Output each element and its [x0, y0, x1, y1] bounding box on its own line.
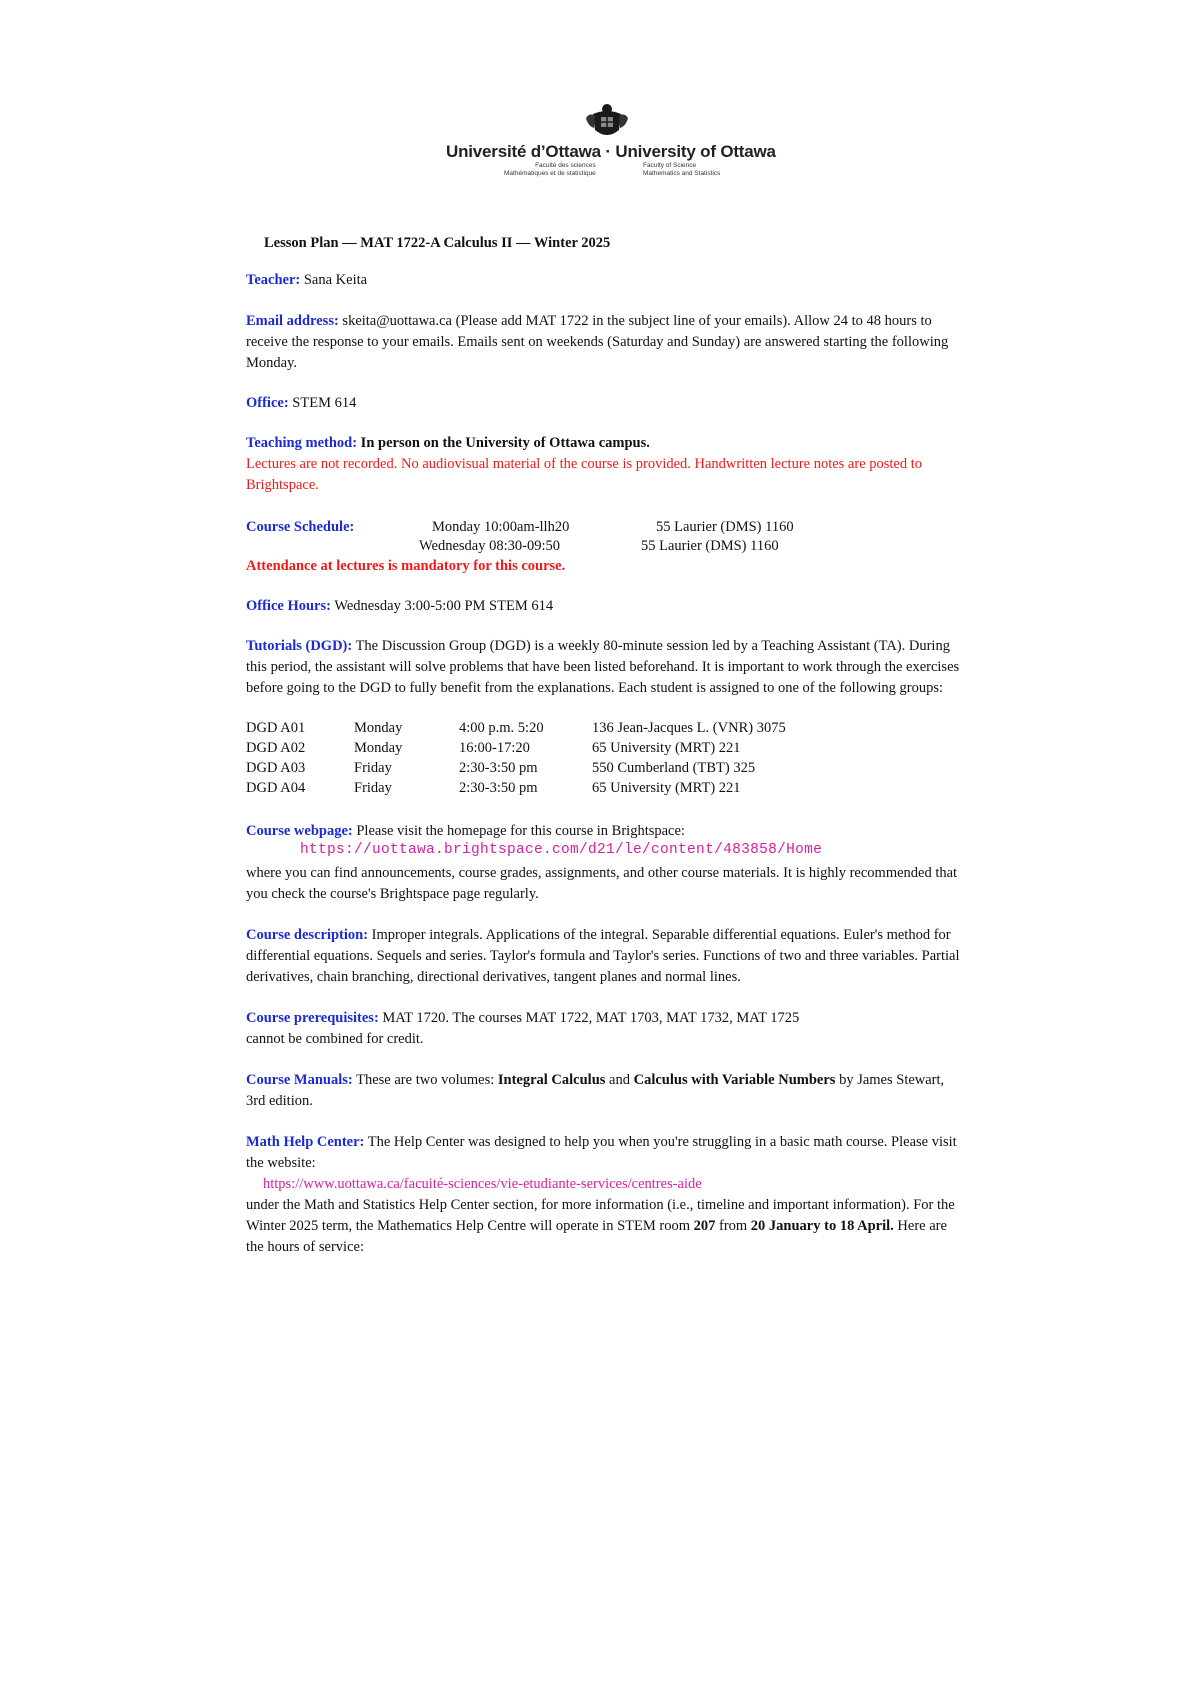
schedule-label: Course Schedule:	[246, 519, 355, 535]
office-section	[246, 393, 961, 414]
prerequisites-label: Course prerequisites:	[246, 1010, 379, 1026]
dgd-room: 136 Jean-Jacques L. (VNR) 3075	[592, 720, 786, 736]
dgd-day: Monday	[354, 720, 403, 736]
dgd-day: Friday	[354, 760, 392, 776]
description-section	[246, 925, 961, 988]
faculty-english	[643, 162, 720, 177]
prerequisites-line2: cannot be combined for credit.	[246, 1031, 424, 1047]
help-center-details	[246, 1195, 961, 1258]
webpage-after: where you can find announcements, course grades, assignments, and other course materials. It is highly recommended that you check the course's Brightspace page regularly.	[246, 865, 958, 902]
dgd-code: DGD A01	[246, 720, 306, 736]
faculty-french	[504, 162, 596, 177]
webpage-intro: Please visit the homepage for this course in Brightspace:	[356, 823, 685, 839]
schedule-row-1-time: Monday 10:00am-llh20	[432, 519, 570, 535]
attendance-notice: Attendance at lectures is mandatory for this course.	[246, 558, 566, 574]
dgd-row	[246, 778, 961, 799]
university-crest-icon	[584, 100, 630, 140]
teaching-method-section	[246, 433, 961, 496]
webpage-label: Course webpage:	[246, 823, 353, 839]
dgd-room: 550 Cumberland (TBT) 325	[592, 760, 756, 776]
help-center-label: Math Help Center:	[246, 1134, 365, 1150]
faculty-fr-line1: Faculté des sciences	[535, 162, 596, 169]
manual-book-2: Calculus with Variable Numbers	[633, 1072, 836, 1088]
schedule-row-1-room: 55 Laurier (DMS) 1160	[656, 519, 794, 535]
office-value: STEM 614	[292, 395, 357, 411]
university-logo	[446, 100, 776, 186]
help-center-link[interactable]: https://www.uottawa.ca/facuité-sciences/vie-etudiante-services/centres-aide	[263, 1176, 702, 1192]
dgd-time: 2:30-3:50 pm	[459, 760, 538, 776]
tutorials-label: Tutorials (DGD):	[246, 638, 353, 654]
faculty-en-line1: Faculty of Science	[643, 162, 697, 169]
manuals-and: and	[609, 1072, 630, 1088]
email-text: skeita@uottawa.ca (Please add MAT 1722 in the subject line of your emails). Allow 24 to 48 hours to receive the response to your emails. Emails sent on weekends (Saturday and Sunday) are answered starting the following Monday.	[246, 313, 949, 371]
prerequisites-line1: MAT 1720. The courses MAT 1722, MAT 1703, MAT 1732, MAT 1725	[382, 1010, 800, 1026]
description-text: Improper integrals. Applications of the integral. Separable differential equations. Euler's method for differential equations. Sequels and series. Taylor's formula and Taylor's series. Functions of two and three variables. Partial derivatives, chain branching, directional derivatives, tangent planes and normal lines.	[246, 927, 960, 985]
webpage-section	[246, 821, 961, 842]
manuals-pre: These are two volumes:	[356, 1072, 495, 1088]
help-center-intro: The Help Center was designed to help you when you're struggling in a basic math course. Please visit the website:	[246, 1134, 957, 1171]
university-name: Université d’Ottawa · University of Ottawa	[446, 142, 776, 161]
help-center-dates: 20 January to 18 April.	[750, 1218, 894, 1234]
office-hours-section	[246, 596, 961, 617]
faculty-fr-line2: Mathématiques et de statistique	[504, 169, 596, 177]
manuals-post: by James Stewart, 3rd edition.	[246, 1072, 945, 1109]
email-section	[246, 311, 961, 374]
dgd-row	[246, 738, 961, 759]
office-label: Office:	[246, 395, 289, 411]
teacher-section	[246, 270, 961, 291]
tutorials-text: The Discussion Group (DGD) is a weekly 80-minute session led by a Teaching Assistant (TA). During this period, the assistant will solve problems that have been listed beforehand. It is important to work through the exercises before going to the DGD to fully benefit from the explanations. Each student is assigned to one of the following groups:	[246, 638, 960, 696]
manuals-section	[246, 1070, 961, 1112]
dgd-code: DGD A03	[246, 760, 306, 776]
dgd-time: 16:00-17:20	[459, 740, 530, 756]
dgd-time: 4:00 p.m. 5:20	[459, 720, 544, 736]
dgd-row	[246, 758, 961, 779]
teaching-method-value: In person on the University of Ottawa campus.	[360, 435, 650, 451]
help-center-from: from	[718, 1218, 748, 1234]
recording-notice: Lectures are not recorded. No audiovisual material of the course is provided. Handwritten lecture notes are posted to Brightspace.	[246, 456, 923, 493]
tutorials-section	[246, 636, 961, 699]
dgd-code: DGD A02	[246, 740, 306, 756]
manual-book-1: Integral Calculus	[497, 1072, 606, 1088]
help-center-end: Here are the hours of service:	[246, 1218, 947, 1255]
dgd-time: 2:30-3:50 pm	[459, 780, 538, 796]
teacher-name: Sana Keita	[303, 272, 368, 288]
dgd-day: Friday	[354, 780, 392, 796]
brightspace-link[interactable]: https://uottawa.brightspace.com/d21/le/content/483858/Home	[300, 842, 823, 858]
dgd-day: Monday	[354, 740, 403, 756]
help-center-section	[246, 1132, 961, 1174]
office-hours-value: Wednesday 3:00-5:00 PM STEM 614	[334, 598, 554, 614]
document-title: Lesson Plan — MAT 1722-A Calculus II — Winter 2025	[264, 235, 611, 251]
dgd-room: 65 University (MRT) 221	[592, 780, 741, 796]
office-hours-label: Office Hours:	[246, 598, 331, 614]
teaching-method-label: Teaching method:	[246, 435, 358, 451]
teacher-label: Teacher:	[246, 272, 301, 288]
schedule-row-2-room: 55 Laurier (DMS) 1160	[641, 538, 779, 554]
help-center-room: 207	[693, 1218, 716, 1234]
help-center-p1: under the Math and Statistics Help Center section, for more information (i.e., timeline and important information). For the Winter 2025 term, the Mathematics Help Centre will operate in STEM room	[246, 1197, 955, 1234]
dgd-room: 65 University (MRT) 221	[592, 740, 741, 756]
schedule-row-2-time: Wednesday 08:30-09:50	[419, 538, 560, 554]
manuals-label: Course Manuals:	[246, 1072, 353, 1088]
description-label: Course description:	[246, 927, 369, 943]
dgd-row	[246, 718, 961, 739]
email-label: Email address:	[246, 313, 339, 329]
faculty-en-line2: Mathematics and Statistics	[643, 169, 721, 177]
dgd-code: DGD A04	[246, 780, 306, 796]
prerequisites-section	[246, 1008, 961, 1050]
